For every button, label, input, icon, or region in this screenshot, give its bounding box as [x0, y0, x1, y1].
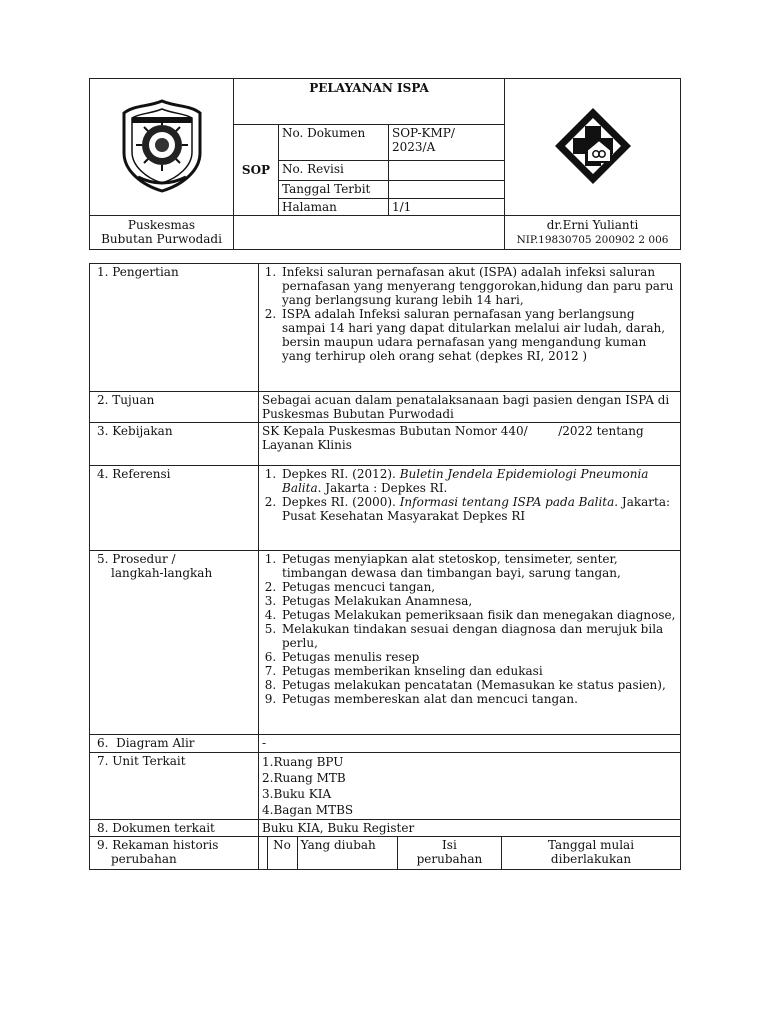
list-item: 3.Buku KIA: [262, 787, 332, 801]
section-label-rekaman: [90, 837, 259, 870]
reference-publisher: . Jakarta: Pusat Kesehatan Masyarakat Depkes RI: [282, 495, 671, 523]
sop-content-table: [89, 263, 681, 870]
signer-name: dr.Erni Yulianti: [546, 218, 639, 232]
health-ministry-logo-icon: [553, 106, 633, 186]
list-item: 2. ISPA adalah Infeksi saluran pernafasan yang berlangsung sampai 14 hari yang dapat ditularkan melalui air ludah, darah, bersin maupun udara pernafasan yang mengandung kuman yang terhirup oleh orang sehat (depkes RI, 2012 ): [280, 307, 677, 363]
section-label-dokumen: 8. Dokumen terkait: [90, 820, 259, 837]
field-label-halaman: Halaman: [279, 199, 389, 216]
field-label-no-dokumen: No. Dokumen: [279, 125, 389, 161]
section-content-tujuan: Sebagai acuan dalam penatalaksanaan bagi pasien dengan ISPA di Puskesmas Bubutan Purwodadi: [259, 392, 681, 423]
section-label-prosedur: [90, 551, 259, 735]
field-label-no-revisi: No. Revisi: [279, 161, 389, 181]
column-header-yang-diubah: Yang diubah: [297, 837, 397, 869]
section-label-pengertian: 1. Pengertian: [90, 264, 259, 392]
list-item: 2. Petugas mencuci tangan,: [280, 580, 677, 594]
section-content-dokumen: Buku KIA, Buku Register: [259, 820, 681, 837]
list-item: 2.Ruang MTB: [262, 771, 346, 785]
section-content-rekaman: [259, 837, 681, 870]
list-item: 7. Petugas memberikan knseling dan edukasi: [280, 664, 677, 678]
field-value-no-dokumen: SOP-KMP/ 2023/A: [389, 125, 505, 161]
column-header-isi-perubahan: Isi perubahan: [397, 837, 501, 869]
list-item: [280, 495, 677, 523]
right-logo-cell: [505, 79, 681, 216]
section-content-kebijakan: SK Kepala Puskesmas Bubutan Nomor 440/ /2022 tentang Layanan Klinis: [259, 423, 681, 466]
list-item: 4.Bagan MTBS: [262, 803, 354, 817]
regency-seal-icon: [116, 97, 208, 195]
prosedur-label-line-2: langkah-langkah: [111, 566, 213, 580]
rekaman-label-line-2: perubahan: [111, 852, 177, 866]
list-item: 8. Petugas melakukan pencatatan (Memasukan ke status pasien),: [280, 678, 677, 692]
signer-cell: [505, 216, 681, 250]
section-content-unit: [259, 753, 681, 820]
column-header-tanggal: Tanggal mulai diberlakukan: [502, 837, 680, 869]
list-item: 3. Petugas Melakukan Anamnesa,: [280, 594, 677, 608]
prosedur-list: [262, 552, 677, 706]
rekaman-label-line-1: 9. Rekaman historis: [97, 838, 219, 852]
reference-author: Depkes RI. (2000).: [282, 495, 400, 509]
field-value-halaman: 1/1: [389, 199, 505, 216]
pengertian-list: [262, 265, 677, 363]
list-item: 1. Infeksi saluran pernafasan akut (ISPA) adalah infeksi saluran pernafasan yang menyerang tenggorokan,hidung dan paru paru yang berlangsung kurang lebih 14 hari,: [280, 265, 677, 307]
reference-publisher: . Jakarta : Depkes RI.: [317, 481, 448, 495]
signature-space: [234, 216, 505, 250]
revision-history-table: [259, 837, 680, 869]
prosedur-label-line-1: 5. Prosedur /: [97, 552, 176, 566]
list-item: [280, 467, 677, 495]
sop-label: SOP: [234, 125, 279, 216]
section-content-prosedur: [259, 551, 681, 735]
sop-header-table: [89, 78, 681, 250]
section-label-tujuan: 2. Tujuan: [90, 392, 259, 423]
left-logo-cell: [90, 79, 234, 216]
signer-nip: NIP.19830705 200902 2 006: [516, 234, 669, 246]
reference-title: Informasi tentang ISPA pada Balita: [399, 495, 615, 509]
section-content-diagram: -: [259, 735, 681, 753]
referensi-list: [262, 467, 677, 523]
document-title: PELAYANAN ISPA: [234, 79, 505, 125]
section-label-referensi: 4. Referensi: [90, 466, 259, 551]
reference-title: Buletin Jendela Epidemiologi Pneumonia Balita: [282, 467, 649, 495]
organization-name: [90, 216, 234, 250]
field-value-no-revisi: [389, 161, 505, 181]
section-label-unit: 7. Unit Terkait: [90, 753, 259, 820]
field-label-tanggal-terbit: Tanggal Terbit: [279, 181, 389, 199]
revision-spacer: [259, 837, 267, 869]
column-header-no: No: [267, 837, 297, 869]
list-item: 5. Melakukan tindakan sesuai dengan diagnosa dan merujuk bila perlu,: [280, 622, 677, 650]
field-value-tanggal-terbit: [389, 181, 505, 199]
list-item: 4. Petugas Melakukan pemeriksaan fisik dan menegakan diagnose,: [280, 608, 677, 622]
section-label-kebijakan: 3. Kebijakan: [90, 423, 259, 466]
reference-author: Depkes RI. (2012).: [282, 467, 400, 481]
organization-line-1: Puskesmas: [127, 218, 196, 232]
section-content-referensi: [259, 466, 681, 551]
organization-line-2: Bubutan Purwodadi: [101, 232, 222, 246]
list-item: 6. Petugas menulis resep: [280, 650, 677, 664]
list-item: 1.Ruang BPU: [262, 755, 344, 769]
section-content-pengertian: [259, 264, 681, 392]
section-label-diagram: 6. Diagram Alir: [90, 735, 259, 753]
list-item: 1. Petugas menyiapkan alat stetoskop, tensimeter, senter, timbangan dewasa dan timbangan bayi, sarung tangan,: [280, 552, 677, 580]
list-item: 9. Petugas membereskan alat dan mencuci tangan.: [280, 692, 677, 706]
